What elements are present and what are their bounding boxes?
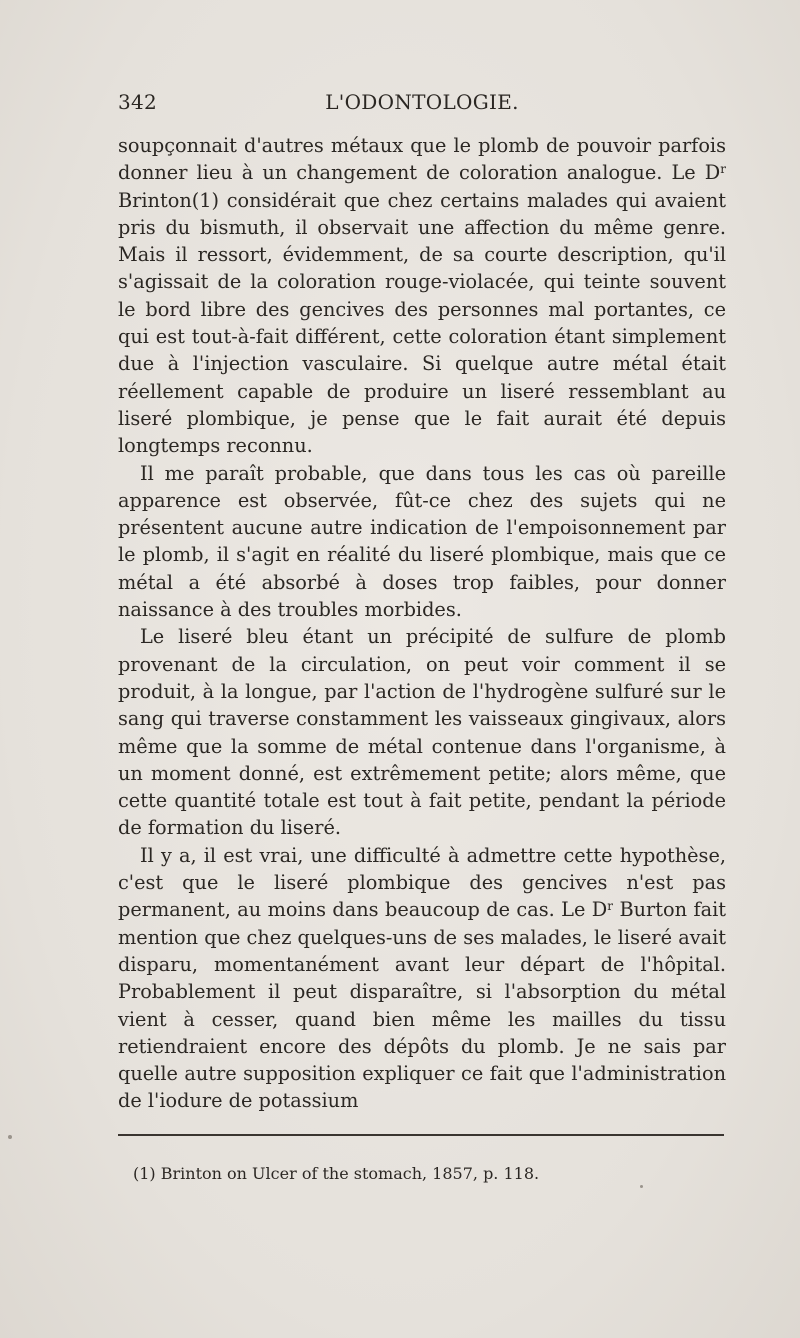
footnote-rule [118,1134,724,1136]
paper-speck [8,1135,12,1139]
paragraph-3: Le liseré bleu étant un précipité de sulfure de plomb provenant de la circulation, on peut voir comment il se produit, à la longue, par l'action de l'hydrogène sulfuré sur le sang qui traverse constamment les vaisseaux gingivaux, alors même que la somme de métal contenue dans l'organisme, à un moment donné, est extrêmement petite; alors même, que cette quantité totale est tout à fait petite, pendant la période de formation du liseré. [118,625,726,840]
paragraph-2: Il me paraît probable, que dans tous les cas où pareille apparence est observée, fût-ce chez des sujets qui ne présentent aucune autre indication de l'empoisonnement par le plomb, il s'agit en réalité du liseré plombique, mais que ce métal a été absorbé à doses trop faibles, pour donner naissance à des troubles morbides. [118,461,726,622]
superscript-r: r [720,162,726,177]
paragraph-1 [118,132,726,460]
paragraph-4 [118,842,726,1115]
page-number: 342 [118,90,158,114]
body-text [118,132,726,1115]
footnote: (1) Brinton on Ulcer of the stomach, 1857, p. 118. [133,1164,540,1183]
paragraph-4-part-b: Burton fait mention que chez quelques-uns de ses malades, le liseré avait disparu, momentanément avant leur départ de l'hôpital. Probablement il peut disparaître, si l'absorption du métal vient à cesser, quand bien même les mailles du tissu retiendraient encore des dépôts du plomb. Je ne sais par quelle autre supposition expliquer ce fait que l'administration de l'iodure de potassium [118,898,727,1113]
paper-speck [640,1185,643,1188]
page-header [118,90,726,120]
paragraph-4-part-a: Il y a, il est vrai, une difficulté à admettre cette hypothèse, c'est que le liseré plombique des gencives n'est pas permanent, au moins dans beaucoup de cas. Le D [118,843,726,922]
superscript-r: r [607,899,614,914]
paragraph-1-part-b: Brinton(1) considérait que chez certains malades qui avaient pris du bismuth, il observait une affection du même genre. Mais il ressort, évidemment, de sa courte description, qu'il s'agissait de la coloration rouge-violacée, qui teinte souvent le bord libre des gencives des personnes mal portantes, ce qui est tout-à-fait différent, cette coloration étant simplement due à l'injection vasculaire. Si quelque autre métal était réellement capable de produire un liseré ressemblant au liseré plombique, je pense que le fait aurait été depuis longtemps reconnu. [118,188,726,458]
paragraph-1-part-a: soupçonnait d'autres métaux que le plomb de pouvoir parfois donner lieu à un changement de coloration analogue. Le D [118,134,726,185]
running-title: L'ODONTOLOGIE. [325,90,519,114]
